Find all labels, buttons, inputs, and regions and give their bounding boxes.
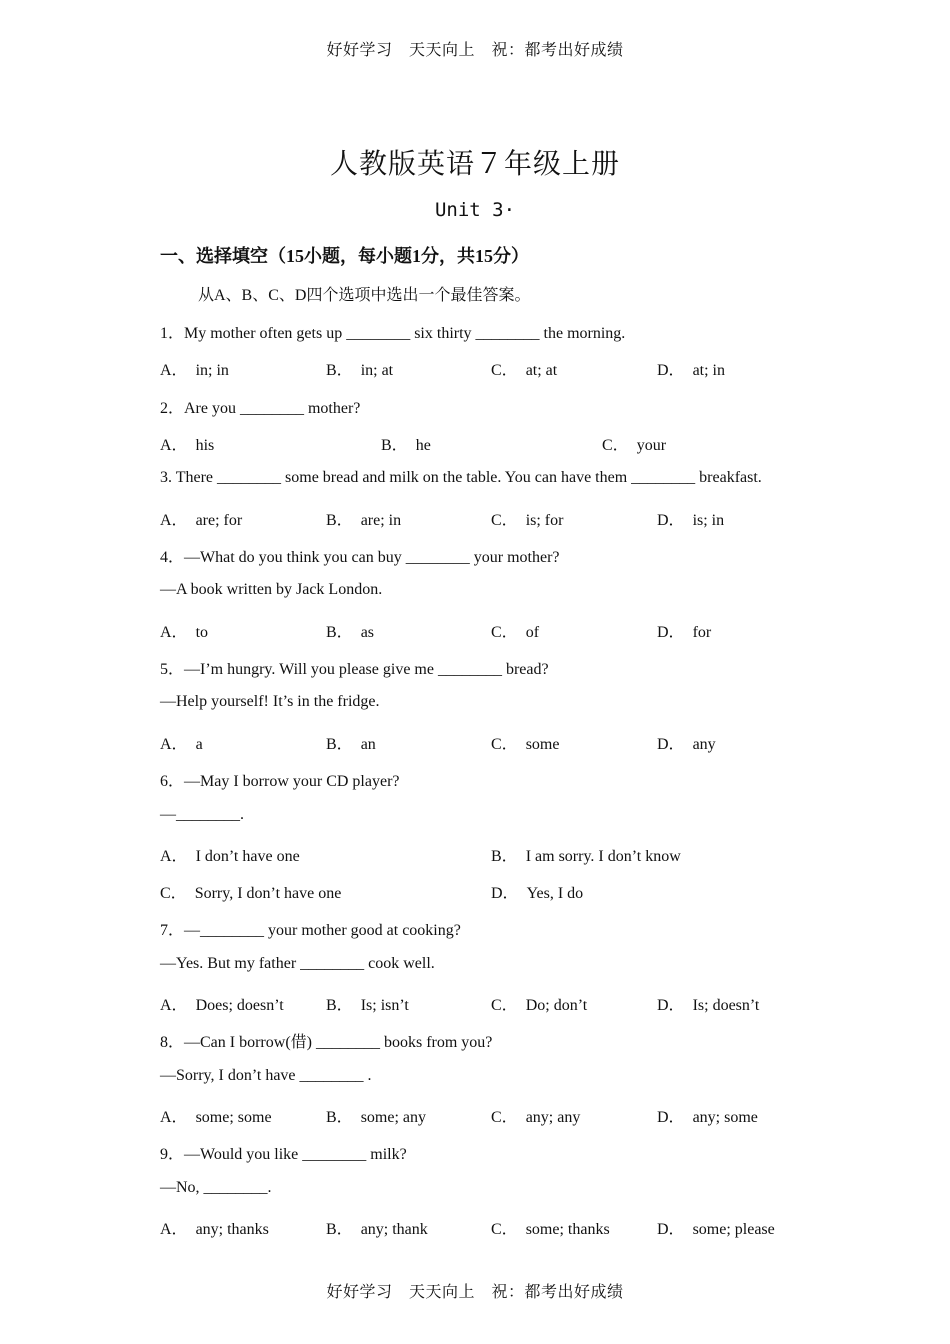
question-5-option-b: B． an <box>326 736 376 753</box>
question-8-option-c: C． any; any <box>491 1109 581 1126</box>
question-1-option-d: D． at; in <box>657 362 725 379</box>
question-6-option-b: B． I am sorry. I don’t know <box>491 848 681 865</box>
question-4-reply: —A book written by Jack London. <box>160 581 383 598</box>
question-9-option-a: A． any; thanks <box>160 1221 269 1238</box>
question-1-option-c: C． at; at <box>491 362 558 379</box>
question-3-stem: 3. There ________ some bread and milk on the table. You can have them ________ breakfast. <box>160 469 762 486</box>
question-7-option-c: C． Do; don’t <box>491 997 588 1014</box>
question-3-option-d: D． is; in <box>657 512 725 529</box>
question-2-option-b: B． he <box>381 437 431 454</box>
question-8-option-a: A． some; some <box>160 1109 272 1126</box>
question-5-reply: —Help yourself! It’s in the fridge. <box>160 693 380 710</box>
question-7-stem: 7．—________ your mother good at cooking? <box>160 922 461 939</box>
question-1-option-b: B． in; at <box>326 362 394 379</box>
question-6-option-c: C． Sorry, I don’t have one <box>160 885 342 902</box>
question-4-option-a: A． to <box>160 624 209 641</box>
instruction-text: 从A、B、C、D四个选项中选出一个最佳答案。 <box>198 287 531 304</box>
page-header: 好好学习 天天向上 祝：都考出好成绩 <box>326 42 624 59</box>
question-6-option-d: D． Yes, I do <box>491 885 584 902</box>
question-9-option-d: D． some; please <box>657 1221 775 1238</box>
unit-subtitle: Unit 3· <box>434 199 516 221</box>
question-5-option-a: A． a <box>160 736 203 753</box>
page-footer: 好好学习 天天向上 祝：都考出好成绩 <box>326 1284 624 1301</box>
question-4-option-d: D． for <box>657 624 712 641</box>
question-6-stem: 6．—May I borrow your CD player? <box>160 773 400 790</box>
question-8-stem: 8．—Can I borrow(借) ________ books from you? <box>160 1034 493 1051</box>
question-7-option-a: A． Does; doesn’t <box>160 997 284 1014</box>
question-8-option-d: D． any; some <box>657 1109 758 1126</box>
question-1-option-a: A． in; in <box>160 362 229 379</box>
question-7-option-b: B． Is; isn’t <box>326 997 409 1014</box>
question-2-option-a: A． his <box>160 437 215 454</box>
question-4-stem: 4．—What do you think you can buy ________ your mother? <box>160 549 560 566</box>
question-8-option-b: B． some; any <box>326 1109 427 1126</box>
question-4-option-c: C． of <box>491 624 540 641</box>
question-6-reply: —________. <box>160 806 244 823</box>
question-2-stem: 2．Are you ________ mother? <box>160 400 361 417</box>
question-4-option-b: B． as <box>326 624 375 641</box>
question-6-option-a: A． I don’t have one <box>160 848 300 865</box>
question-3-option-b: B． are; in <box>326 512 402 529</box>
question-5-option-c: C． some <box>491 736 560 753</box>
page-title: 人教版英语７年级上册 <box>329 149 620 180</box>
question-9-option-c: C． some; thanks <box>491 1221 610 1238</box>
question-2-option-c: C． your <box>602 437 667 454</box>
section-heading: 一、选择填空（15小题，每小题1分，共15分） <box>160 246 529 266</box>
question-1-stem: 1．My mother often gets up ________ six thirty ________ the morning. <box>160 325 626 342</box>
question-7-option-d: D． Is; doesn’t <box>657 997 760 1014</box>
question-9-reply: —No, ________. <box>160 1179 272 1196</box>
question-5-stem: 5．—I’m hungry. Will you please give me ________ bread? <box>160 661 549 678</box>
question-9-stem: 9．—Would you like ________ milk? <box>160 1146 407 1163</box>
question-8-reply: —Sorry, I don’t have ________ . <box>160 1067 372 1084</box>
question-3-option-c: C． is; for <box>491 512 564 529</box>
question-7-reply: —Yes. But my father ________ cook well. <box>160 955 435 972</box>
question-9-option-b: B． any; thank <box>326 1221 428 1238</box>
question-3-option-a: A． are; for <box>160 512 243 529</box>
question-5-option-d: D． any <box>657 736 716 753</box>
